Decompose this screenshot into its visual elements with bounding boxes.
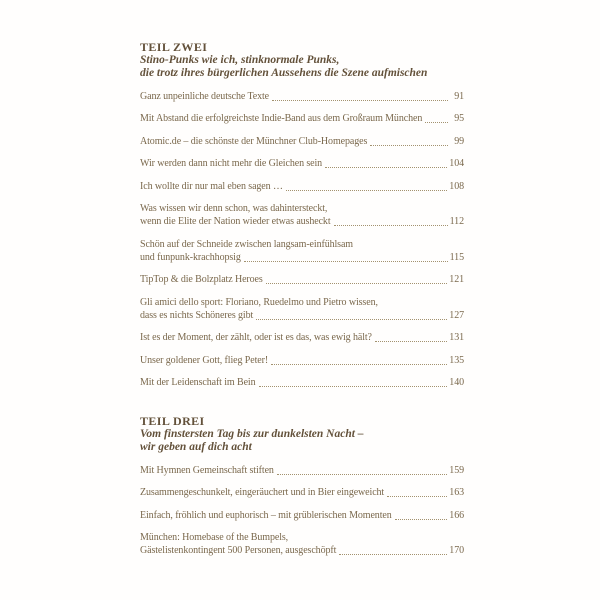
entry-title: TipTop & die Bolzplatz Heroes: [140, 274, 263, 285]
entry-leader-row: [140, 180, 464, 193]
entry-title: wenn die Elite der Nation wieder etwas ausheckt: [140, 216, 331, 227]
section-subtitle-line: Vom finstersten Tag bis zur dunkelsten Nacht –: [140, 428, 364, 440]
entry-leader-row: [140, 464, 464, 477]
entry-page-number: 108: [449, 180, 464, 192]
entry-title: Unser goldener Gott, flieg Peter!: [140, 354, 269, 366]
entry-leader-row: [140, 544, 464, 557]
toc-entry: [140, 354, 464, 367]
entry-title: und funpunk-krachhopsig: [140, 251, 241, 263]
entry-leader-row: [140, 331, 464, 344]
dot-leader: [272, 100, 448, 101]
toc-entry: [140, 157, 464, 170]
section-subtitle: [140, 54, 464, 80]
toc-entry: [140, 331, 464, 344]
entry-text-lines: [140, 531, 464, 544]
dot-leader: [334, 225, 448, 226]
entry-text-lines: [140, 202, 464, 215]
entry-title: Einfach, fröhlich und euphorisch – mit grüblerischen Momenten: [140, 509, 392, 521]
dot-leader: [286, 190, 447, 191]
entry-title: Wir werden dann nicht mehr die Gleichen sein: [140, 158, 323, 169]
entry-title: Ist es der Moment, der zählt, oder ist es das, was ewig hält?: [140, 332, 372, 343]
entry-page-number: 121: [449, 274, 464, 285]
dot-leader: [325, 167, 447, 168]
dot-leader: [425, 122, 448, 123]
dot-leader: [370, 145, 448, 146]
dot-leader: [387, 496, 447, 497]
entry-text-lines: [140, 296, 464, 309]
entry-leader-row: [140, 273, 464, 286]
entry-title: dass es nichts Schöneres gibt: [140, 309, 254, 321]
entry-leader-row: [140, 309, 464, 322]
entry-leader-row: [140, 135, 464, 148]
entry-page-number: 163: [449, 487, 464, 498]
entry-page-number: 159: [449, 464, 464, 476]
entry-page-number: 112: [449, 216, 464, 227]
entry-page-number: 99: [454, 135, 464, 147]
toc-entry: [140, 486, 464, 499]
toc-entry: [140, 90, 464, 103]
entry-page-number: 115: [449, 251, 464, 263]
entry-page-number: 135: [449, 354, 464, 366]
toc-entry: [140, 464, 464, 477]
toc-entry: [140, 202, 464, 228]
section-subtitle-line: die trotz ihres bürgerlichen Aussehens die Szene aufmischen: [140, 67, 428, 79]
toc-entry: [140, 112, 464, 125]
toc-entry: [140, 238, 464, 264]
dot-leader: [271, 364, 447, 365]
table-of-contents: [140, 41, 464, 557]
entry-leader-row: [140, 90, 464, 103]
dot-leader: [339, 554, 447, 555]
entry-text-line: Was wissen wir denn schon, was dahintersteckt,: [140, 203, 328, 214]
dot-leader: [259, 386, 448, 387]
section-heading: TEIL DREI: [140, 414, 205, 428]
entry-page-number: 95: [454, 113, 464, 124]
entry-title: Mit Hymnen Gemeinschaft stiften: [140, 464, 274, 476]
entry-title: Zusammengeschunkelt, eingeräuchert und in Bier eingeweicht: [140, 487, 385, 498]
entry-leader-row: [140, 376, 464, 389]
entry-page-number: 91: [454, 90, 464, 102]
toc-section: [140, 41, 464, 389]
entry-page-number: 127: [449, 309, 464, 321]
dot-leader: [277, 474, 447, 475]
entry-title: Ich wollte dir nur mal eben sagen …: [140, 180, 283, 192]
toc-entry: [140, 531, 464, 557]
section-subtitle: [140, 428, 464, 454]
entry-text-lines: [140, 238, 464, 251]
toc-entry: [140, 296, 464, 322]
entry-leader-row: [140, 251, 464, 264]
entry-text-line: Gli amici dello sport: Floriano, Ruedelmo und Pietro wissen,: [140, 296, 378, 308]
section-subtitle-line: wir geben auf dich acht: [140, 441, 252, 453]
toc-entry: [140, 376, 464, 389]
entry-leader-row: [140, 509, 464, 522]
toc-entry: [140, 180, 464, 193]
entry-leader-row: [140, 112, 464, 125]
toc-section: [140, 415, 464, 557]
toc-entry: [140, 509, 464, 522]
section-entries: [140, 90, 464, 390]
entry-title: Ganz unpeinliche deutsche Texte: [140, 90, 270, 102]
entry-text-line: München: Homebase of the Bumpels,: [140, 532, 289, 543]
section-entries: [140, 464, 464, 558]
section-subtitle-line: Stino-Punks wie ich, stinknormale Punks,: [140, 54, 340, 66]
entry-title: Mit der Leidenschaft im Bein: [140, 377, 256, 388]
entry-leader-row: [140, 215, 464, 228]
entry-page-number: 104: [449, 158, 464, 169]
entry-title: Mit Abstand die erfolgreichste Indie-Band aus dem Großraum München: [140, 113, 423, 124]
entry-leader-row: [140, 486, 464, 499]
dot-leader: [256, 319, 447, 320]
section-heading: TEIL ZWEI: [140, 40, 208, 54]
entry-text-line: Schön auf der Schneide zwischen langsam-einfühlsam: [140, 238, 353, 250]
toc-entry: [140, 135, 464, 148]
dot-leader: [266, 283, 448, 284]
entry-page-number: 131: [449, 332, 464, 343]
entry-title: Gästelistenkontingent 500 Personen, ausgeschöpft: [140, 545, 337, 556]
entry-leader-row: [140, 157, 464, 170]
toc-entry: [140, 273, 464, 286]
entry-title: Atomic.de – die schönste der Münchner Club-Homepages: [140, 135, 368, 147]
entry-page-number: 170: [449, 545, 464, 556]
dot-leader: [375, 341, 447, 342]
entry-page-number: 140: [449, 377, 464, 388]
entry-page-number: 166: [449, 509, 464, 521]
dot-leader: [244, 261, 448, 262]
dot-leader: [395, 519, 448, 520]
entry-leader-row: [140, 354, 464, 367]
